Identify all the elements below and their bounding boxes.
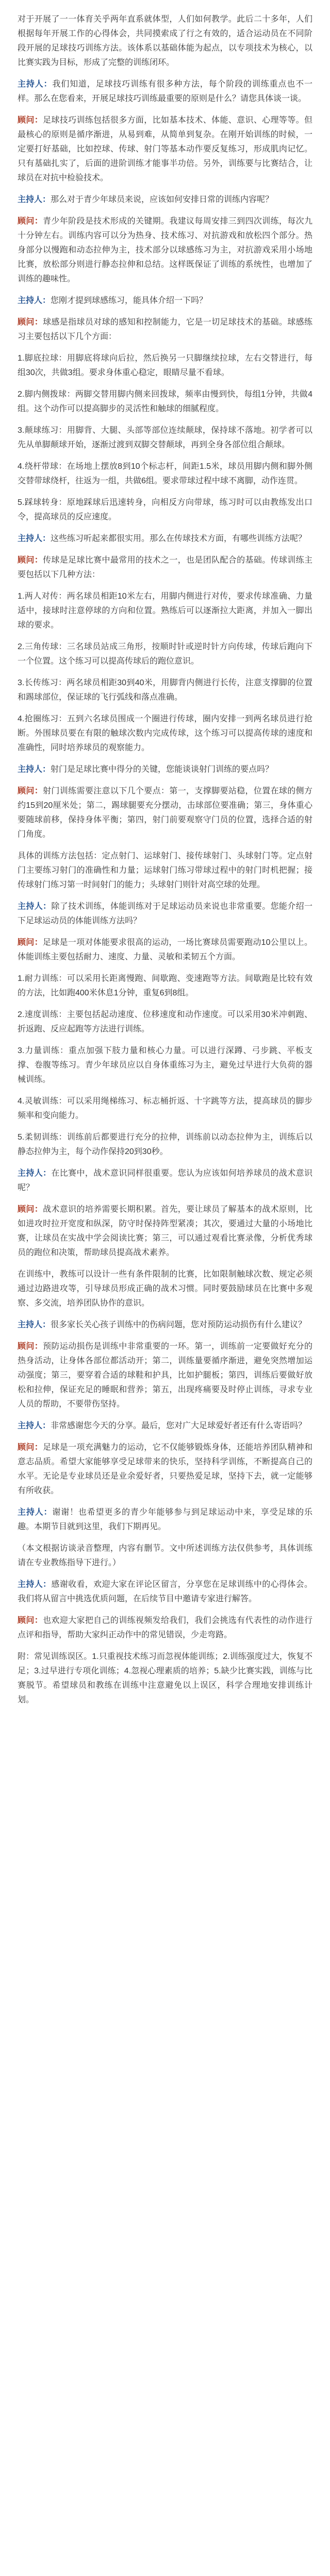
article-paragraph xyxy=(18,294,312,308)
paragraph-text: 具体的训练方法包括：定点射门、运球射门、接传球射门、头球射门等。定点射门主要练习射门的准确性和力量；运球射门练习带球过程中的射门时机把握；接传球射门练习第一时间射门的能力；头球射门则针对高空球的处理。 xyxy=(18,852,312,889)
article-paragraph xyxy=(18,972,312,1001)
paragraph-text: 足球技巧训练包括很多方面，比如基本技术、体能、意识、心理等等。但最核心的原则是循序渐进，从易到难，从简单到复杂。在刚开始训练的时候，一定要打好基础，比如控球、传球、射门等基本动作要反复练习，形成肌肉记忆。只有基础扎实了，后面的进阶训练才能事半功倍。另外，训练要与比赛结合，让球员在对抗中检验技术。 xyxy=(18,116,312,182)
paragraph-text: 1.两人对传：两名球员相距10米左右，用脚内侧进行对传，要求传球准确、力量适中，接球时注意停球的方向和位置。熟练后可以逐渐拉大距离，并加入一脚出球的要求。 xyxy=(18,592,312,630)
paragraph-text: 非常感谢您今天的分享。最后，您对广大足球爱好者还有什么寄语吗？ xyxy=(51,1421,307,1430)
article-paragraph xyxy=(18,496,312,524)
article-paragraph xyxy=(18,1130,312,1159)
speaker-label: 主持人： xyxy=(18,1169,52,1178)
article-paragraph xyxy=(18,315,312,344)
paragraph-text: 在比赛中，战术意识同样很重要。您认为应该如何培养球员的战术意识呢？ xyxy=(18,1169,312,1192)
paragraph-text: 3.长传练习：两名球员相距30到40米，用脚背内侧进行长传，注意支撑脚的位置和踢球部位，保证球的飞行弧线和落点准确。 xyxy=(18,679,312,702)
paragraph-text: 青少年阶段是技术形成的关键期。我建议每周安排三到四次训练，每次九十分钟左右。训练内容可以分为热身、技术练习、对抗游戏和放松四个部分。热身部分以慢跑和动态拉伸为主，技术部分以球感练习为主，对抗游戏采用小场地比赛，放松部分则进行静态拉伸和总结。这样既保证了训练的系统性，也增加了训练的趣味性。 xyxy=(18,217,312,283)
paragraph-text: 2.速度训练：主要包括起动速度、位移速度和动作速度。可以采用30米冲刺跑、折返跑、反应起跑等方法进行训练。 xyxy=(18,1010,312,1033)
speaker-label: 顾问： xyxy=(18,318,43,327)
paragraph-text: 足球是一项充满魅力的运动，它不仅能够锻炼身体，还能培养团队精神和意志品质。希望大家能够享受足球带来的快乐，坚持科学训练，不断提高自己的水平。无论是专业球员还是业余爱好者，只要热爱足球，坚持下去，就一定能够有所收获。 xyxy=(18,1443,312,1495)
article-paragraph xyxy=(18,640,312,669)
speaker-label: 主持人： xyxy=(18,296,51,305)
paragraph-text: 射门训练需要注意以下几个要点：第一，支撑脚要站稳，位置在球的侧方约15到20厘米处；第二，踢球腿要充分摆动，击球部位要准确；第三，身体重心要随球前移，保持身体平衡；第四，射门前要观察守门员的位置，选择合适的射门角度。 xyxy=(18,787,312,839)
speaker-label: 主持人： xyxy=(18,534,51,543)
paragraph-text: 1.脚底拉球：用脚底将球向后拉，然后换另一只脚继续拉球，左右交替进行，每组30次，共做3组。要求身体重心稳定，眼睛尽量不看球。 xyxy=(18,354,312,377)
article-paragraph xyxy=(18,351,312,380)
paragraph-text: 对于开展了一一体育关乎两年直系就体型，人们如何教学。此后二十多年，人们根据每年开展工作的心得体会，共同摸索成了行之有效的，适合运动员在不同阶段开展的足球技巧训练方法。该体系以基础体能为起点，以专项技术为核心，以比赛实践为目标，形成了完整的训练闭环。 xyxy=(18,15,312,67)
speaker-label: 主持人： xyxy=(18,1580,52,1589)
article-paragraph xyxy=(18,1202,312,1260)
article-paragraph xyxy=(18,589,312,633)
paragraph-text: 3.力量训练：重点加强下肢力量和核心力量。可以进行深蹲、弓步跳、平板支撑、卷腹等练习。青少年球员应以自身体重练习为主，避免过早进行大负荷的器械训练。 xyxy=(18,1046,312,1084)
paragraph-text: 2.脚内侧拨球：两脚交替用脚内侧来回拨球，频率由慢到快，每组1分钟，共做4组。这个动作可以提高脚步的灵活性和触球的细腻程度。 xyxy=(18,390,312,413)
paragraph-text: 战术意识的培养需要长期积累。首先，要让球员了解基本的战术原则，比如进攻时拉开宽度和纵深，防守时保持阵型紧凑；其次，要通过大量的小场地比赛，让球员在实战中学会阅读比赛；第三，可以通过观看比赛录像，分析优秀球员的跑位和决策，帮助球员提高战术素养。 xyxy=(18,1205,312,1257)
paragraph-text: 5.踩球转身：原地踩球后迅速转身，向相反方向带球，练习时可以由教练发出口令，提高球员的反应速度。 xyxy=(18,498,312,521)
paragraph-text: 传球是足球比赛中最常用的技术之一，也是团队配合的基础。传球训练主要包括以下几种方法： xyxy=(18,556,312,579)
article-paragraph xyxy=(18,77,312,106)
article-paragraph xyxy=(18,387,312,416)
article-paragraph xyxy=(18,849,312,892)
article-paragraph xyxy=(18,1318,312,1332)
article-paragraph xyxy=(18,113,312,185)
article-paragraph xyxy=(18,1541,312,1570)
speaker-label: 主持人： xyxy=(18,195,51,204)
article-paragraph xyxy=(18,1650,312,1707)
article-paragraph xyxy=(18,676,312,705)
paragraph-text: 5.柔韧训练：训练前后都要进行充分的拉伸，训练前以动态拉伸为主，训练后以静态拉伸为主，每个动作保持20到30秒。 xyxy=(18,1133,312,1156)
speaker-label: 主持人： xyxy=(18,80,53,89)
article-paragraph xyxy=(18,1094,312,1123)
speaker-label: 主持人： xyxy=(18,902,52,911)
article-paragraph xyxy=(18,762,312,777)
paragraph-text: 附：常见训练误区。1.只重视技术练习而忽视体能训练；2.训练强度过大，恢复不足；3.过早进行专项化训练；4.忽视心理素质的培养；5.缺少比赛实践，训练与比赛脱节。希望球员和教练在训练中注意避免以上误区，科学合理地安排训练计划。 xyxy=(18,1652,312,1704)
article-paragraph xyxy=(18,460,312,488)
article-paragraph xyxy=(18,784,312,842)
paragraph-text: 谢谢！也希望更多的青少年能够参与到足球运动中来，享受足球的乐趣。本期节目就到这里，我们下期再见。 xyxy=(18,1508,312,1531)
paragraph-text: 除了技术训练，体能训练对于足球运动员来说也非常重要。您能介绍一下足球运动员的体能训练方法吗？ xyxy=(18,902,312,925)
paragraph-text: 2.三角传球：三名球员站成三角形，按顺时针或逆时针方向传球，传球后跑向下一个位置。这个练习可以提高传球后的跑位意识。 xyxy=(18,642,312,666)
paragraph-text: 4.灵敏训练：可以采用绳梯练习、标志桶折返、十字跳等方法，提高球员的脚步频率和变向能力。 xyxy=(18,1097,312,1120)
paragraph-text: 感谢收看，欢迎大家在评论区留言，分享您在足球训练中的心得体会。我们将从留言中挑选优质问题，在后续节目中邀请专家进行解答。 xyxy=(18,1580,312,1603)
speaker-label: 顾问： xyxy=(18,938,43,947)
speaker-label: 主持人： xyxy=(18,1421,51,1430)
article-paragraph xyxy=(18,1614,312,1642)
paragraph-text: 3.颠球练习：用脚背、大腿、头部等部位连续颠球，保持球不落地。初学者可以先从单脚颠球开始，逐渐过渡到双脚交替颠球，再到全身各部位组合颠球。 xyxy=(18,426,312,449)
article-paragraph xyxy=(18,900,312,928)
article-paragraph xyxy=(18,1166,312,1195)
article-paragraph xyxy=(18,12,312,70)
article-paragraph xyxy=(18,553,312,582)
article-paragraph xyxy=(18,1008,312,1037)
paragraph-text: 射门是足球比赛中得分的关键，您能谈谈射门训练的要点吗？ xyxy=(51,765,274,774)
paragraph-text: 我们知道，足球技巧训练有很多种方法，每个阶段的训练重点也不一样。那么在您看来，开展足球技巧训练最重要的原则是什么？请您具体谈一谈。 xyxy=(18,80,312,103)
speaker-label: 顾问： xyxy=(18,1443,43,1452)
article-paragraph xyxy=(18,214,312,286)
paragraph-text: 这些练习听起来都很实用。那么在传球技术方面，有哪些训练方法呢？ xyxy=(51,534,307,543)
article-paragraph xyxy=(18,712,312,755)
paragraph-text: 您刚才提到球感练习，能具体介绍一下吗？ xyxy=(51,296,208,305)
article-paragraph xyxy=(18,1340,312,1412)
article-paragraph xyxy=(18,1419,312,1433)
article-paragraph xyxy=(18,1267,312,1311)
speaker-label: 主持人： xyxy=(18,1320,51,1329)
speaker-label: 主持人： xyxy=(18,1508,53,1517)
paragraph-text: 在训练中，教练可以设计一些有条件限制的比赛，比如限制触球次数、规定必须通过边路进攻等，引导球员形成正确的战术习惯。同时要鼓励球员在比赛中多观察、多交流，培养团队协作的意识。 xyxy=(18,1270,312,1308)
paragraph-text: （本文根据访谈录音整理，内容有删节。文中所述训练方法仅供参考，具体训练请在专业教练指导下进行。） xyxy=(18,1544,312,1567)
article-paragraph xyxy=(18,532,312,546)
speaker-label: 顾问： xyxy=(18,787,43,795)
paragraph-text: 预防运动损伤是训练中非常重要的一环。第一，训练前一定要做好充分的热身活动，让身体各部位都活动开；第二，训练量要循序渐进，避免突然增加运动强度；第三，要穿着合适的球鞋和护具，比如护腿板；第四，训练后要做好放松和拉伸，保证充足的睡眠和营养；第五，出现疼痛要及时停止训练，寻求专业人员的帮助，不要带伤坚持。 xyxy=(18,1342,312,1409)
speaker-label: 顾问： xyxy=(18,556,43,565)
paragraph-text: 1.耐力训练：可以采用长距离慢跑、间歇跑、变速跑等方法。间歇跑是比较有效的方法，比如跑400米休息1分钟，重复6到8组。 xyxy=(18,974,312,997)
paragraph-text: 很多家长关心孩子训练中的伤病问题，您对预防运动损伤有什么建议？ xyxy=(51,1320,307,1329)
paragraph-text: 4.绕杆带球：在场地上摆放8到10个标志杆，间距1.5米，球员用脚内侧和脚外侧交替带球绕杆，往返为一组，共做6组。要求带球过程中球不离脚，动作连贯。 xyxy=(18,462,312,485)
article-paragraph xyxy=(18,1505,312,1534)
paragraph-text: 也欢迎大家把自己的训练视频发给我们，我们会挑选有代表性的动作进行点评和指导，帮助大家纠正动作中的常见错误，少走弯路。 xyxy=(18,1616,312,1639)
article-paragraph xyxy=(18,423,312,452)
speaker-label: 顾问： xyxy=(18,1342,43,1351)
article-paragraph xyxy=(18,1440,312,1498)
speaker-label: 顾问： xyxy=(18,1205,43,1214)
article-paragraph xyxy=(18,193,312,207)
article-paragraph xyxy=(18,1044,312,1087)
article-paragraph xyxy=(18,936,312,964)
paragraph-text: 那么对于青少年球员来说，应该如何安排日常的训练内容呢？ xyxy=(51,195,274,204)
speaker-label: 顾问： xyxy=(18,1616,43,1625)
speaker-label: 主持人： xyxy=(18,765,51,774)
paragraph-text: 足球是一项对体能要求很高的运动，一场比赛球员需要跑动10公里以上。体能训练主要包括耐力、速度、力量、灵敏和柔韧五个方面。 xyxy=(18,938,312,961)
article-paragraph xyxy=(18,1578,312,1606)
paragraph-text: 4.抢圈练习：五到六名球员围成一个圈进行传球，圈内安排一到两名球员进行抢断。外围球员要在有限的触球次数内完成传球，这个练习可以提高传球的速度和准确性，同时培养球员的观察能力。 xyxy=(18,715,312,752)
paragraph-text: 球感是指球员对球的感知和控制能力，它是一切足球技术的基础。球感练习主要包括以下几个方面： xyxy=(18,318,312,341)
speaker-label: 顾问： xyxy=(18,217,43,226)
speaker-label: 顾问： xyxy=(18,116,43,125)
